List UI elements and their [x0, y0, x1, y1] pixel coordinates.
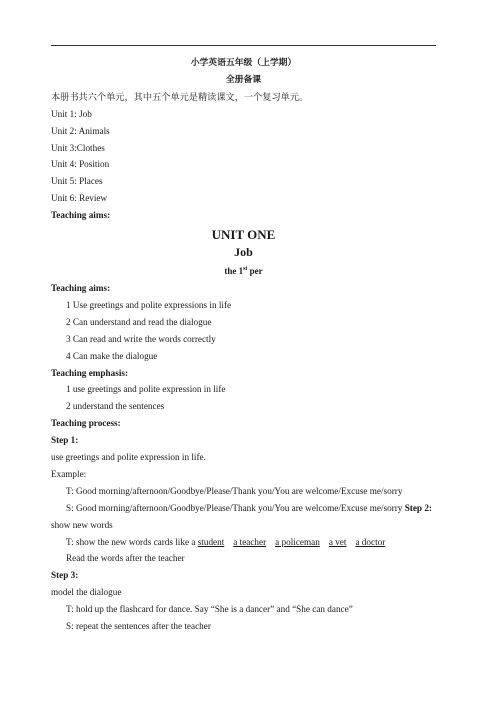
teacher-line: T: hold up the flashcard for dance. Say “She is a dancer” and “She can dance”: [66, 604, 353, 615]
aim-item: 4 Can make the dialogue: [66, 350, 158, 361]
header-rule: [51, 45, 436, 46]
unit-list-item: Unit 4: Position: [51, 159, 110, 170]
unit-list-item: Unit 6: Review: [51, 193, 108, 204]
step-text: use greetings and polite expression in life.: [51, 452, 206, 463]
emphasis-item: 1 use greetings and polite expression in life: [66, 384, 226, 395]
document-title: 小学英语五年级（上学期）: [190, 58, 297, 68]
student-line: S: repeat the sentences after the teacher: [66, 621, 211, 632]
document-body: [51, 55, 436, 635]
aim-item: 3 Can read and write the words correctly: [66, 333, 216, 344]
example-label: Example:: [51, 468, 87, 479]
step-heading: Step 1:: [51, 435, 79, 446]
unit-title: Job: [234, 245, 253, 260]
read-line: Read the words after the teacher: [66, 553, 185, 564]
process-heading: Teaching process:: [51, 418, 121, 429]
step-heading: Step 2:: [404, 502, 432, 513]
aims-heading: Teaching aims:: [51, 282, 111, 293]
word-vet: a vet: [328, 536, 347, 547]
emphasis-item: 2 understand the sentences: [66, 401, 165, 412]
unit-list-item: Unit 2: Animals: [51, 125, 110, 136]
intro-text: 本册书共六个单元，其中五个单元是精读课文，一个复习单元。: [51, 91, 309, 102]
unit-list-item: Unit 1: Job: [51, 108, 92, 119]
step-heading: Step 3:: [51, 570, 79, 581]
word-policeman: a policeman: [275, 536, 320, 547]
document-subtitle: 全册备课: [225, 74, 262, 85]
step-text: show new words: [51, 519, 113, 530]
unit-list-item: Unit 3:Clothes: [51, 142, 105, 153]
emphasis-heading: Teaching emphasis:: [51, 367, 129, 378]
aim-item: 1 Use greetings and polite expressions in life: [66, 299, 232, 310]
aim-item: 2 Can understand and read the dialogue: [66, 316, 212, 327]
word-student: student: [197, 536, 225, 547]
unit-list-item: Unit 5: Places: [51, 176, 103, 187]
step-text: model the dialogue: [51, 587, 122, 598]
teacher-line: T: show the new words cards like a student a teacher a policeman a vet a doctor: [66, 536, 386, 547]
teaching-aims-heading: Teaching aims:: [51, 210, 111, 221]
word-doctor: a doctor: [355, 536, 386, 547]
teacher-line: T: Good morning/afternoon/Goodbye/Please/Thank you/You are welcome/Excuse me/sorry: [66, 485, 403, 496]
unit-heading: UNIT ONE: [211, 227, 276, 243]
student-line: S: Good morning/afternoon/Goodbye/Please/Thank you/You are welcome/Excuse me/sorry Step 2:: [66, 502, 432, 513]
period-label: the 1st per: [224, 266, 263, 277]
word-teacher: a teacher: [233, 536, 267, 547]
